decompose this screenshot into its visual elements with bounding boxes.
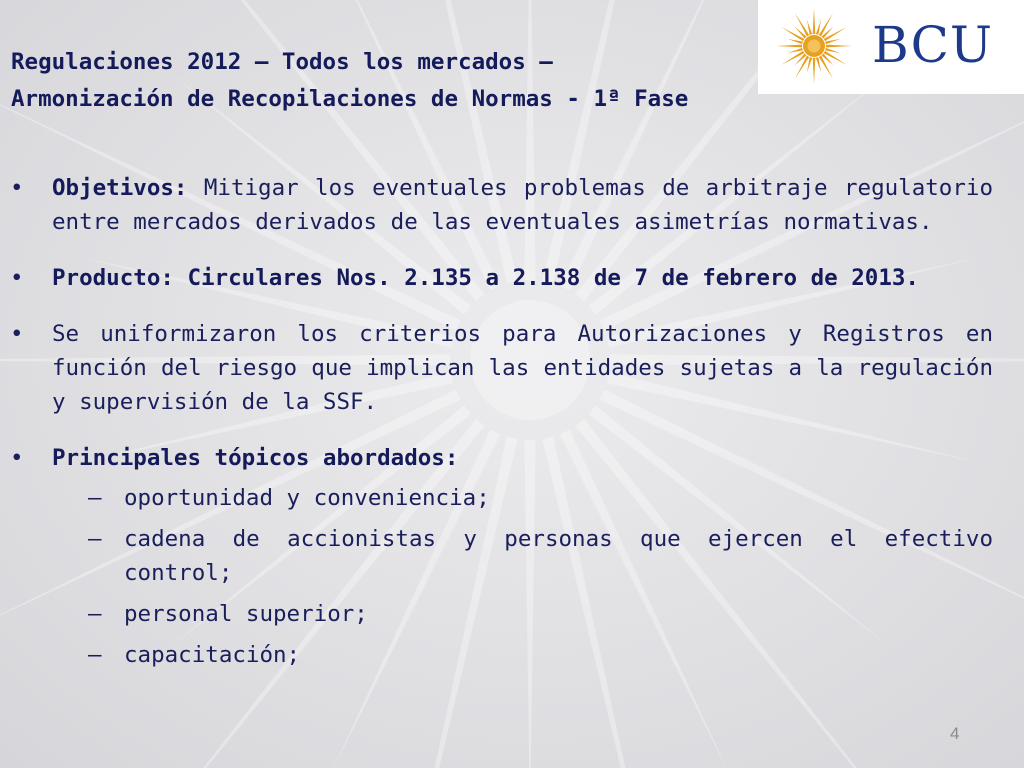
bullet-marker: •	[10, 265, 24, 291]
bullet-marker: •	[10, 445, 24, 471]
sub-item	[10, 522, 993, 590]
sun-ray	[816, 20, 821, 35]
sub-item	[10, 638, 993, 672]
bullet-criterios	[10, 317, 993, 419]
sun-ray	[819, 13, 833, 36]
sub-item-text: cadena de accionistas y personas que ejercen el efectivo control;	[124, 526, 993, 586]
bullet-marker: •	[10, 175, 24, 201]
sun-ray	[807, 20, 812, 35]
bullet-label: Principales tópicos abordados:	[52, 445, 459, 471]
title-line-1: Regulaciones 2012 – Todos los mercados –	[11, 49, 553, 75]
sub-item-dash: –	[88, 485, 102, 511]
bullet-marker: •	[10, 321, 24, 347]
sub-item-dash: –	[88, 526, 102, 552]
sun-ray	[781, 27, 804, 41]
bullet-list	[10, 171, 993, 679]
sun-ray	[813, 8, 816, 34]
sub-item	[10, 481, 993, 515]
bullet-objetivos	[10, 171, 993, 239]
page-number: 4	[950, 724, 960, 743]
sub-item-text: oportunidad y conveniencia;	[124, 485, 490, 511]
sub-item-dash: –	[88, 601, 102, 627]
bullet-text: Se uniformizaron los criterios para Autorizaciones y Registros en función del riesgo que implican las entidades sujetas a la regulación y supervisión de la SSF.	[52, 321, 993, 415]
sun-ray	[824, 27, 847, 41]
bullet-topicos	[10, 441, 993, 475]
sub-item	[10, 597, 993, 631]
logo-text: BCU	[872, 16, 994, 74]
bullet-label: Objetivos:	[52, 175, 188, 201]
bullet-producto	[10, 261, 993, 295]
sun-ray	[795, 13, 809, 36]
bullet-label: Producto: Circulares Nos. 2.135 a 2.138 de 7 de febrero de 2013.	[52, 265, 919, 291]
title-line-2: Armonización de Recopilaciones de Normas - 1ª Fase	[11, 86, 689, 112]
sub-item-text: personal superior;	[124, 601, 368, 627]
sub-item-dash: –	[88, 642, 102, 668]
bullet-text: Mitigar los eventuales problemas de arbitraje regulatorio entre mercados derivados de las eventuales asimetrías normativas.	[52, 175, 993, 235]
sub-item-text: capacitación;	[124, 642, 301, 668]
page-title	[11, 44, 1001, 118]
